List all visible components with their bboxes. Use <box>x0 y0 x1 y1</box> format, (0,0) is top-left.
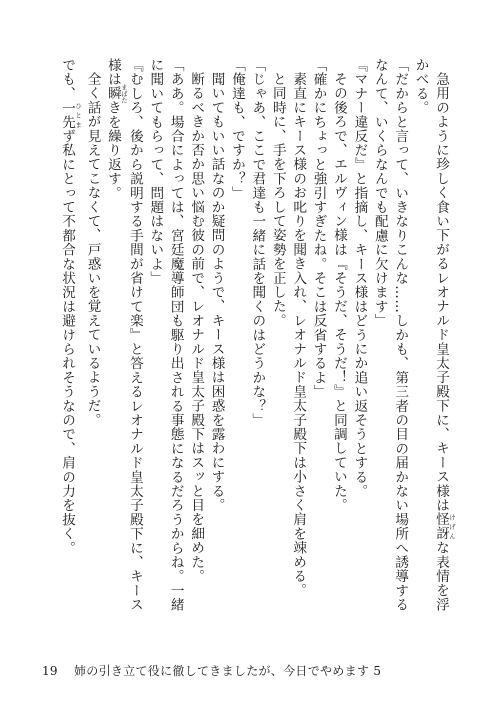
paragraph: と同時に、手を下ろして姿勢を正した。 <box>269 71 286 328</box>
paragraph: 「ああ。場合によっては、宮廷魔導師団も駆り出される事態になるだろうからね。一緒に聞いてもらって、問題はないよ」 <box>147 58 184 612</box>
page-footer <box>42 662 381 679</box>
paragraph: 『むしろ、後から説明する手間が省けて楽』と答えるレオナルド皇太子殿下に、キース様は瞬 まばたきを繰り返す。 <box>104 58 143 612</box>
paragraph: 「だからと言って、いきなりこんな……しかも、第三者の目の届かない場所へ誘導するなんて、いくらなんでも配慮に欠けます」 <box>371 58 409 612</box>
paragraph: でも、一先 ひとまず私にとって不都合な状況は避けられそうなので、肩の力を抜く。 <box>59 58 83 556</box>
paragraph: 「俺達も、ですか？」 <box>228 58 245 200</box>
paragraph: 素直にキース様のお叱りを聞き入れ、レオナルド皇太子殿下は小さく肩を竦める。 <box>290 71 307 597</box>
paragraph: 「じゃあ、ここで君達も一緒に話を聞くのはどうかな？」 <box>249 58 266 428</box>
paragraph: 「確かにちょっと強引すぎたね。そこは反省するよ」 <box>310 58 327 399</box>
paragraph: その後ろで、エルヴィン様は『そうだ、そうだ！』と同調していた。 <box>330 71 347 512</box>
ruby-annotation: 一先 ひとま <box>59 100 83 130</box>
page-number: 19 <box>42 664 58 678</box>
paragraph: 急用のように珍しく食い下がるレオナルド皇太子殿下に、キース様は怪訝 けげんな表情を浮かべる。 <box>412 58 456 612</box>
ruby-annotation: 瞬 まばた <box>104 83 128 104</box>
paragraph: 聞いてもいい話なのか疑問のようで、キース様は困惑を露わにする。 <box>208 71 225 512</box>
running-title: 姉の引き立て役に徹してきましたが、今日でやめます 5 <box>74 664 382 678</box>
paragraph: 全く話が見えてこなくて、戸惑いを覚えているようだ。 <box>84 71 101 427</box>
paragraph: 断るべきか否か思い悩む彼の前で、レオナルド皇太子殿下はスッと目を細めた。 <box>188 71 205 583</box>
paragraph: 『マナー違反だ』と指摘し、キース様はどうにか追い返そうとする。 <box>351 58 368 499</box>
ruby-annotation: 怪訝 けげん <box>433 511 456 541</box>
vertical-text-body <box>36 58 456 616</box>
